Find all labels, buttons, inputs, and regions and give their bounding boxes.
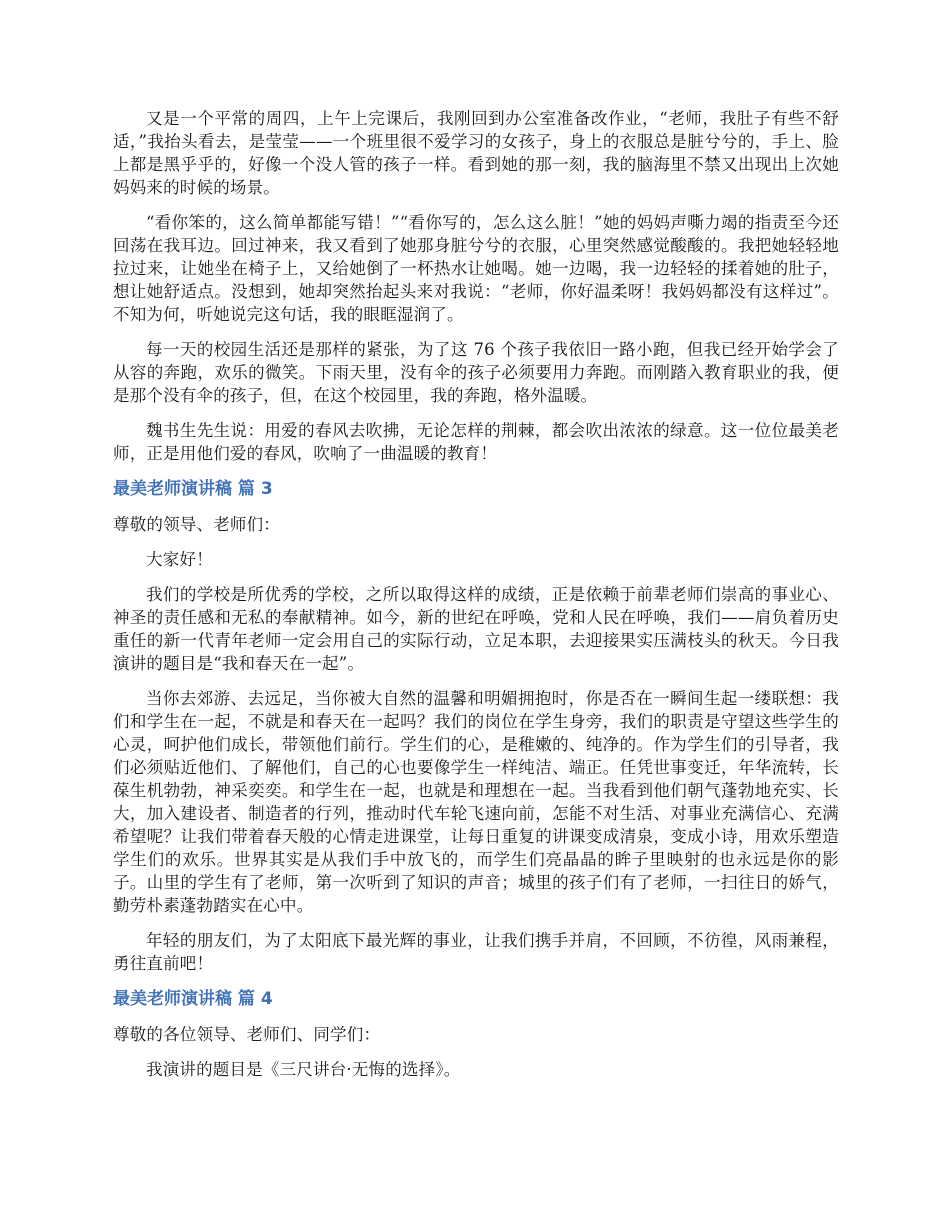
paragraph: “看你笨的，这么简单都能写错！”“看你写的，怎么这么脏！”她的妈妈声嘶力竭的指责至今还回荡在我耳边。回过神来，我又看到了她那身脏兮兮的衣服，心里突然感觉酸酸的。我把她轻轻地拉过来，让她坐在椅子上，又给她倒了一杯热水让她喝。她一边喝，我一边轻轻的揉着她的肚子，想让她舒适点。没想到，她却突然抬起头来对我说：“老师，你好温柔呀！我妈妈都没有这样过”。不知为何，听她说完这句话，我的眼眶湿润了。 xyxy=(113,213,839,324)
section-heading: 最美老师演讲稿 篇 3 xyxy=(113,479,273,499)
paragraph-gap xyxy=(113,571,839,583)
paragraph-gap xyxy=(113,1046,839,1058)
paragraph: 又是一个平常的周四，上午上完课后，我刚回到办公室准备改作业，“老师，我肚子有些不舒适，”我抬头看去，是莹莹——一个班里很不爱学习的女孩子，身上的衣服总是脏兮兮的，手上、脸上都是黑乎乎的，好像一个没人管的孩子一样。看到她的那一刻，我的脑海里不禁又出现出上次她妈妈来的时候的场景。 xyxy=(113,109,839,197)
paragraph: 我演讲的题目是《三尺讲台·无悔的选择》。 xyxy=(146,1060,461,1079)
paragraph-gap xyxy=(113,917,839,929)
document-page xyxy=(113,107,839,1081)
paragraph-gap xyxy=(113,975,839,987)
paragraph-gap xyxy=(113,1011,839,1023)
section-heading: 最美老师演讲稿 篇 4 xyxy=(113,989,273,1009)
paragraph-gap xyxy=(113,199,839,211)
paragraph-gap xyxy=(113,407,839,419)
paragraph: 当你去郊游、去远足，当你被大自然的温馨和明媚拥抱时，你是否在一瞬间生起一缕联想：我们和学生在一起，不就是和春天在一起吗？我们的岗位在学生身旁，我们的职责是守望这些学生的心灵，呵护他们成长，带领他们前行。学生们的心，是稚嫩的、纯净的。作为学生们的引导者，我们必须贴近他们、了解他们，自己的心也要像学生一样纯洁、端正。任凭世事变迁，年华流转，长葆生机勃勃，神采奕奕。和学生在一起，也就是和理想在一起。当我看到他们朝气蓬勃地充实、长大，加入建设者、制造者的行列，推动时代车轮飞速向前，怎能不对生活、对事业充满信心、充满希望呢？让我们带着春天般的心情走进课堂，让每日重复的讲课变成清泉，变成小诗，用欢乐塑造学生们的欢乐。世界其实是从我们手中放飞的，而学生们亮晶晶的眸子里映射的也永远是你的影子。山里的学生有了老师，第一次听到了知识的声音；城里的孩子们有了老师，一扫往日的娇气，勤劳朴素蓬勃踏实在心中。 xyxy=(113,689,839,915)
salutation: 尊敬的领导、老师们： xyxy=(113,515,280,534)
paragraph: 魏书生先生说：用爱的春风去吹拂，无论怎样的荆棘，都会吹出浓浓的绿意。这一位位最美老师，正是用他们爱的春风，吹响了一曲温暖的教育！ xyxy=(113,421,839,463)
paragraph-gap xyxy=(113,326,839,338)
salutation: 尊敬的各位领导、老师们、同学们： xyxy=(113,1025,381,1044)
paragraph: 每一天的校园生活还是那样的紧张，为了这 76 个孩子我依旧一路小跑，但我已经开始学会了从容的奔跑，欢乐的微笑。下雨天里，没有伞的孩子必须要用力奔跑。而刚踏入教育职业的我，便是那个没有伞的孩子，但，在这个校园里，我的奔跑，格外温暖。 xyxy=(113,340,839,405)
paragraph-gap xyxy=(113,536,839,548)
greeting: 大家好！ xyxy=(146,550,213,569)
paragraph: 我们的学校是所优秀的学校，之所以取得这样的成绩，正是依赖于前辈老师们崇高的事业心、神圣的责任感和无私的奉献精神。如今，新的世纪在呼唤，党和人民在呼唤，我们——肩负着历史重任的新一代青年老师一定会用自己的实际行动，立足本职，去迎接果实压满枝头的秋天。今日我演讲的题目是“我和春天在一起”。 xyxy=(113,585,839,673)
paragraph-gap xyxy=(113,465,839,477)
paragraph-gap xyxy=(113,675,839,687)
paragraph-gap xyxy=(113,501,839,513)
paragraph: 年轻的朋友们，为了太阳底下最光辉的事业，让我们携手并肩，不回顾，不彷徨，风雨兼程，勇往直前吧！ xyxy=(113,931,839,973)
